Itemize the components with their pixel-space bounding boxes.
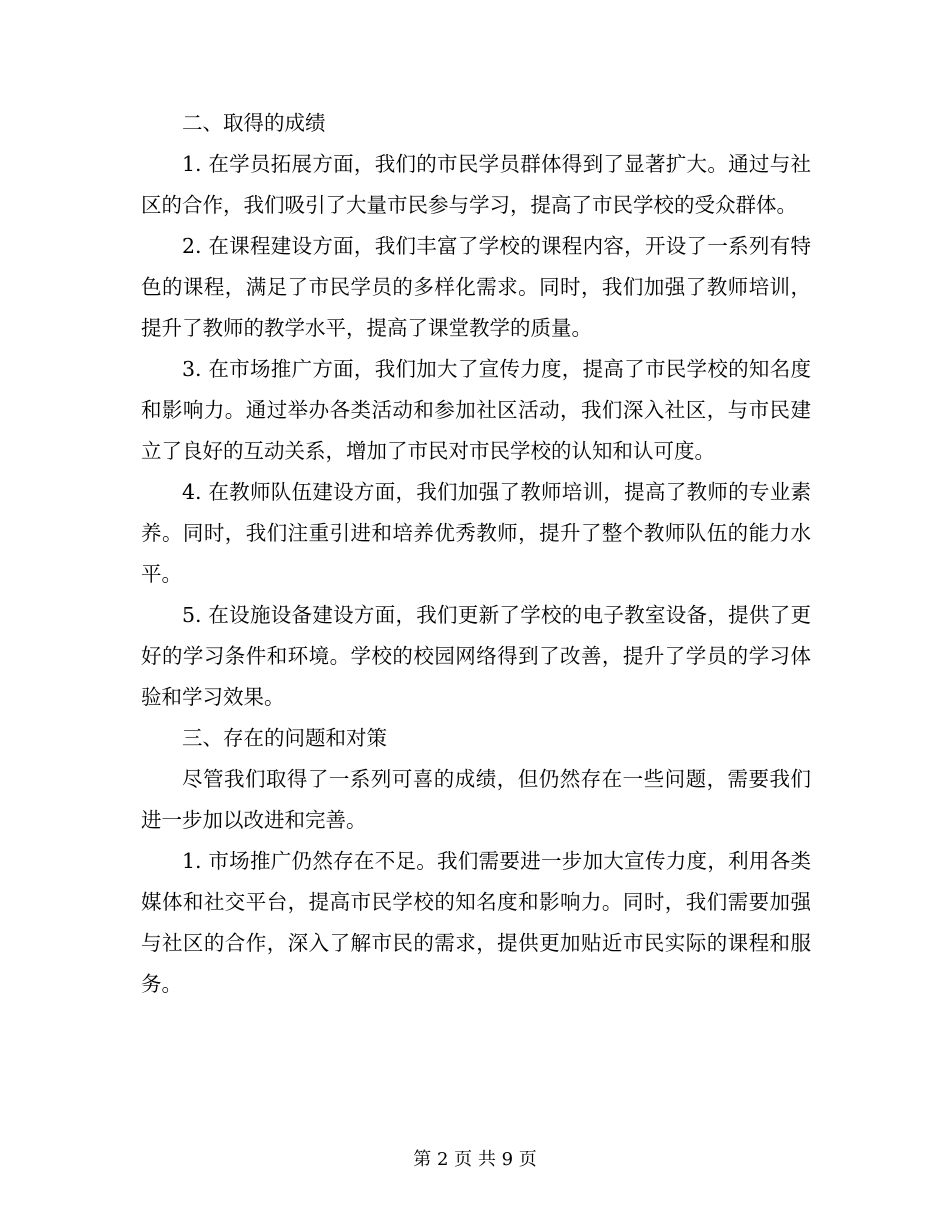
problems-intro-paragraph: 尽管我们取得了一系列可喜的成绩，但仍然存在一些问题，需要我们进一步加以改进和完善。 [141, 767, 811, 832]
achievement-paragraph-3: 3. 在市场推广方面，我们加大了宣传力度，提高了市民学校的知名度和影响力。通过举办各类活动和参加社区活动，我们深入社区，与市民建立了良好的互动关系，增加了市民对市民学校的认知和认可度。 [141, 357, 811, 463]
document-body [141, 103, 811, 1005]
page-number-footer: 第 2 页 共 9 页 [413, 1149, 537, 1170]
achievement-paragraph-2: 2. 在课程建设方面，我们丰富了学校的课程内容，开设了一系列有特色的课程，满足了市民学员的多样化需求。同时，我们加强了教师培训，提升了教师的教学水平，提高了课堂教学的质量。 [141, 234, 811, 340]
section-heading-problems: 三、存在的问题和对策 [182, 726, 387, 750]
achievement-paragraph-1: 1. 在学员拓展方面，我们的市民学员群体得到了显著扩大。通过与社区的合作，我们吸引了大量市民参与学习，提高了市民学校的受众群体。 [141, 152, 811, 217]
problem-paragraph-1: 1. 市场推广仍然存在不足。我们需要进一步加大宣传力度，利用各类媒体和社交平台，提高市民学校的知名度和影响力。同时，我们需要加强与社区的合作，深入了解市民的需求，提供更加贴近市民实际的课程和服务。 [141, 849, 811, 996]
achievement-paragraph-4: 4. 在教师队伍建设方面，我们加强了教师培训，提高了教师的专业素养。同时，我们注重引进和培养优秀教师，提升了整个教师队伍的能力水平。 [141, 480, 811, 586]
section-heading-achievements: 二、取得的成绩 [182, 111, 326, 135]
achievement-paragraph-5: 5. 在设施设备建设方面，我们更新了学校的电子教室设备，提供了更好的学习条件和环境。学校的校园网络得到了改善，提升了学员的学习体验和学习效果。 [141, 603, 811, 709]
